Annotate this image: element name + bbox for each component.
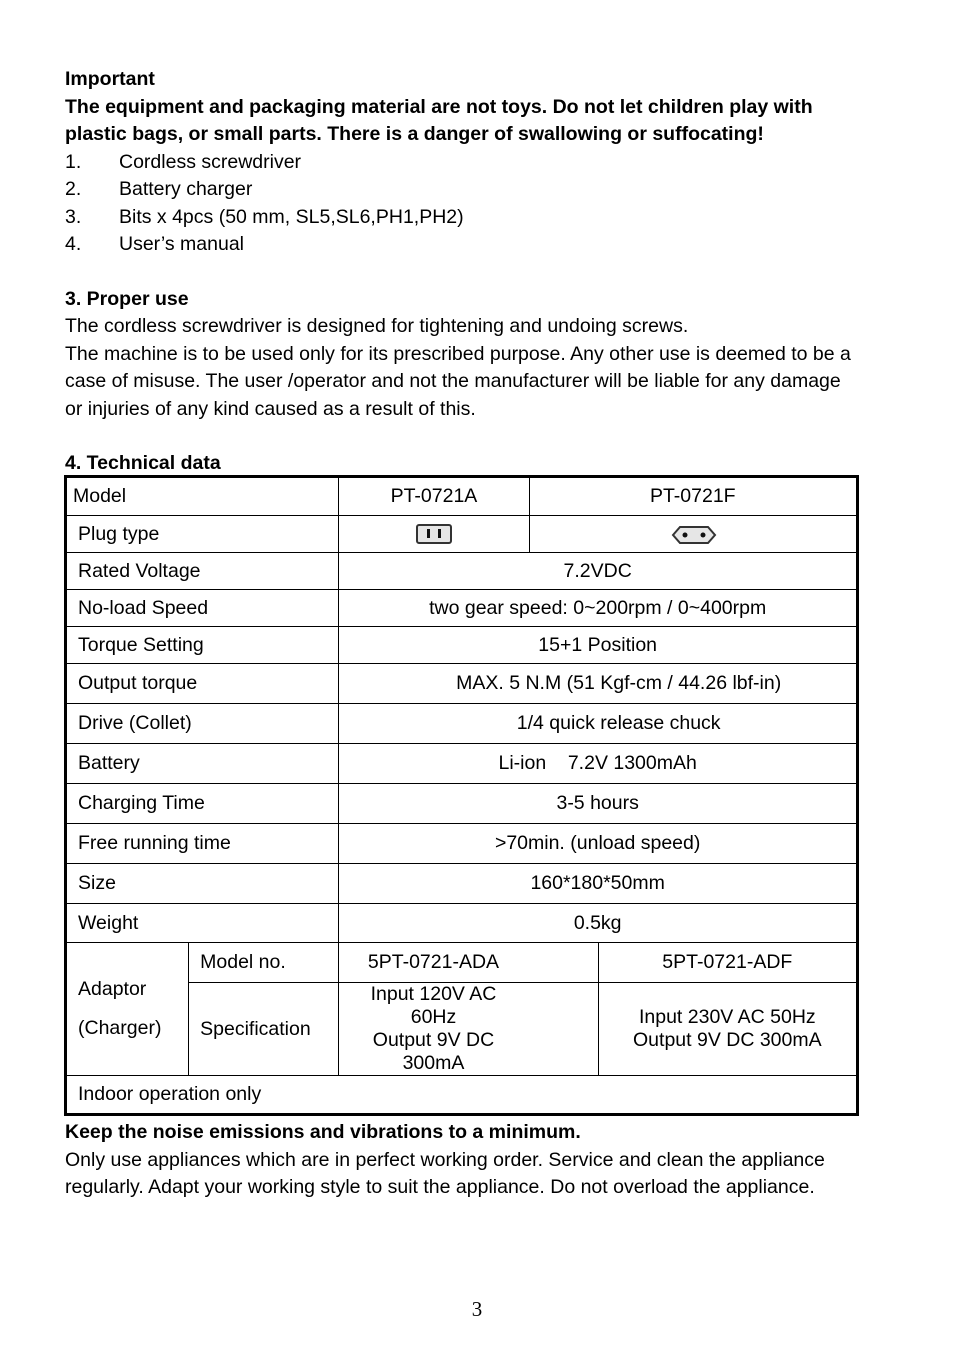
spec-f-input: Input 230V AC 50Hz [638,1006,816,1028]
list-item [65,204,905,232]
technical-data-heading: 4. Technical data [65,452,221,474]
spec-value: 160*180*50mm [339,864,858,904]
model-f: PT-0721F [529,477,857,516]
list-text: Battery charger [119,178,253,200]
proper-use-line-1: The cordless screwdriver is designed for tightening and undoing screws. [65,315,689,337]
spec-value: 1/4 quick release chuck [339,704,858,744]
proper-use-line-4: or injuries of any kind caused as a result of this. [65,397,476,420]
spec-label: Size [66,864,339,904]
noise-section [65,1119,905,1202]
spec-value: Li-ion 7.2V 1300mAh [339,744,858,784]
list-number: 2. [65,178,82,200]
list-text: Cordless screwdriver [119,150,302,173]
spec-a [339,983,598,1076]
adaptor-model-a: 5PT-0721-ADA [339,943,598,983]
spec-a-input: Input 120V AC 60Hz [370,983,497,1028]
page-number: 3 [471,1297,483,1321]
table-row [66,1076,858,1115]
list-item [65,149,905,177]
spec-label: Charging Time [66,784,339,824]
list-item [65,176,905,204]
table-row [66,784,858,824]
warning-line-1: The equipment and packaging material are not toys. Do not let children play with [65,95,813,118]
adaptor-model-f: 5PT-0721-ADF [598,943,857,983]
noise-heading: Keep the noise emissions and vibrations to a minimum. [65,1121,581,1143]
table-row [66,553,858,590]
list-item [65,231,905,259]
flat-pin-plug-icon [416,524,452,544]
important-heading: Important [65,68,155,90]
round-pin-plug-icon [671,525,715,543]
spec-label: Free running time [66,824,339,864]
spec-label: Rated Voltage [66,553,339,590]
table-row [66,824,858,864]
indoor-note: Indoor operation only [66,1076,858,1115]
warning-line-2: plastic bags, or small parts. There is a danger of swallowing or suffocating! [65,123,764,145]
proper-use-line-2: The machine is to be used only for its prescribed purpose. Any other use is deemed to be a [65,342,851,365]
spec-a-output: Output 9V DC 300mA [372,1029,495,1074]
noise-line-1: Only use appliances which are in perfect working order. Service and clean the appliance [65,1148,825,1171]
spec-value: >70min. (unload speed) [339,824,858,864]
list-number: 1. [65,150,82,173]
spec-f [598,983,857,1076]
model-label: Model [66,477,339,516]
spec-value: MAX. 5 N.M (51 Kgf-cm / 44.26 lbf-in) [339,664,858,704]
table-row [66,627,858,664]
spec-label: Torque Setting [66,627,339,664]
spec-f-output: Output 9V DC 300mA [633,1029,822,1051]
model-a: PT-0721A [339,477,529,516]
proper-use-heading: 3. Proper use [65,287,189,310]
noise-line-2: regularly. Adapt your working style to suit the appliance. Do not overload the appliance. [65,1176,815,1198]
specification-label: Specification [189,983,339,1076]
list-number: 4. [65,233,82,255]
adaptor-label [66,943,189,1076]
spec-label: Battery [66,744,339,784]
table-row [66,664,858,704]
table-row [66,744,858,784]
table-row [66,590,858,627]
proper-use-line-3: case of misuse. The user /operator and not the manufacturer will be liable for any damage [65,370,841,392]
spec-value: 15+1 Position [339,627,858,664]
table-row [66,516,858,553]
table-row [66,943,858,983]
spec-value: two gear speed: 0~200rpm / 0~400rpm [339,590,858,627]
spec-value: 7.2VDC [339,553,858,590]
plug-type-label: Plug type [66,516,339,553]
spec-label: Weight [66,904,339,943]
table-row [66,477,858,516]
contents-list [65,149,905,259]
table-row [66,704,858,744]
adaptor-label-line-1: Adaptor [78,978,147,1000]
table-row [66,864,858,904]
spec-label: Drive (Collet) [66,704,339,744]
adaptor-label-line-2: (Charger) [78,1017,162,1039]
spec-value: 0.5kg [339,904,858,943]
spec-label: Output torque [66,664,339,704]
list-text: User’s manual [119,233,244,255]
spec-value: 3-5 hours [339,784,858,824]
list-number: 3. [65,205,82,228]
list-text: Bits x 4pcs (50 mm, SL5,SL6,PH1,PH2) [119,205,464,228]
model-no-label: Model no. [189,943,339,983]
spec-label: No-load Speed [66,590,339,627]
technical-data-table [64,475,859,1116]
document-body [65,66,905,478]
table-row [66,904,858,943]
